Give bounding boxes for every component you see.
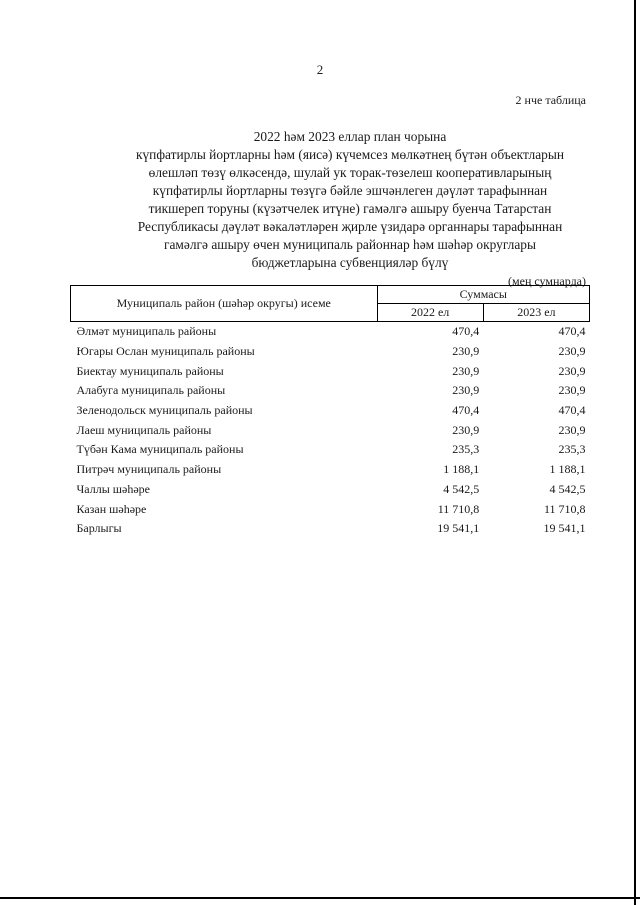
row-name: Казан шәһәре (76, 501, 147, 516)
row-name: Барлыгы (76, 521, 122, 536)
row-name: Югары Ослан муниципаль районы (76, 344, 255, 359)
table-body (71, 322, 590, 539)
row-value-2022: 230,9 (452, 383, 480, 398)
row-value-2022: 470,4 (452, 324, 480, 339)
row-value-2022: 11 710,8 (437, 501, 480, 516)
row-value-2022: 230,9 (452, 422, 480, 437)
document-title (100, 128, 600, 272)
row-value-2023: 1 188,1 (549, 462, 586, 477)
row-name: Лаеш муниципаль районы (76, 422, 212, 437)
row-name: Әлмәт муниципаль районы (76, 324, 217, 339)
table-row (71, 440, 590, 460)
row-value-2022: 4 542,5 (443, 481, 480, 496)
table-row-total (71, 519, 590, 539)
page-number: 2 (316, 62, 324, 77)
row-value-2023: 4 542,5 (549, 481, 586, 496)
title-line: тикшереп торуны (күзәтчелек итүне) гамәлгә ашыру буенча Татарстан (148, 201, 552, 216)
row-value-2023: 230,9 (558, 363, 586, 378)
header-year-2022: 2022 ел (377, 304, 483, 322)
table-header (71, 286, 590, 322)
table-row (71, 342, 590, 362)
header-year-2023: 2023 ел (483, 304, 589, 322)
header-name: Муниципаль район (шәһәр округы) исеме (71, 286, 378, 322)
table-row (71, 460, 590, 480)
row-value-2023: 11 710,8 (543, 501, 586, 516)
table-row (71, 401, 590, 421)
title-line: Республикасы дәүләт вәкаләтләрен җирле үзидарә органнары тарафыннан (137, 219, 563, 234)
row-value-2023: 470,4 (558, 324, 586, 339)
row-value-2023: 19 541,1 (543, 521, 586, 536)
header-sum: Суммасы (377, 286, 589, 304)
scan-edge-bottom (0, 897, 640, 899)
table-row (71, 420, 590, 440)
row-name: Чаллы шәһәре (76, 481, 150, 496)
title-line: күпфатирлы йортларны һәм (яисә) күчемсез мөлкәтнең бүтән объектларын (135, 147, 565, 162)
table-row (71, 361, 590, 381)
table-row (71, 499, 590, 519)
row-value-2023: 470,4 (558, 403, 586, 418)
title-line: бюджетларына субвенцияләр бүлү (251, 255, 449, 270)
row-value-2023: 230,9 (558, 344, 586, 359)
unit-note: (мең сумнарда) (508, 274, 586, 288)
table-label: 2 нче таблица (515, 93, 586, 107)
row-value-2022: 230,9 (452, 344, 480, 359)
row-value-2022: 19 541,1 (437, 521, 480, 536)
row-value-2023: 230,9 (558, 422, 586, 437)
title-line: күпфатирлы йортларны төзүгә бәйле эшчәнлеген дәүләт тарафыннан (152, 183, 548, 198)
scan-edge-right (634, 0, 636, 905)
row-value-2022: 1 188,1 (443, 462, 480, 477)
row-name: Питрәч муниципаль районы (76, 462, 222, 477)
title-line: өлешләп төзү өлкәсендә, шулай ук торак-төзелеш кооперативларының (148, 165, 552, 180)
row-value-2023: 230,9 (558, 383, 586, 398)
row-name: Түбән Кама муниципаль районы (76, 442, 244, 457)
table-row (71, 480, 590, 500)
row-value-2022: 230,9 (452, 363, 480, 378)
row-value-2023: 235,3 (558, 442, 586, 457)
table-row (71, 322, 590, 342)
row-value-2022: 235,3 (452, 442, 480, 457)
row-value-2022: 470,4 (452, 403, 480, 418)
subsidy-table (70, 285, 590, 539)
table-row (71, 381, 590, 401)
row-name: Биектау муниципаль районы (76, 363, 224, 378)
title-line: гамәлгә ашыру өчен муниципаль районнар һәм шәһәр округлары (164, 237, 536, 252)
row-name: Алабуга муниципаль районы (76, 383, 226, 398)
title-line: 2022 һәм 2023 еллар план чорына (253, 129, 447, 144)
row-name: Зеленодольск муниципаль районы (76, 403, 253, 418)
